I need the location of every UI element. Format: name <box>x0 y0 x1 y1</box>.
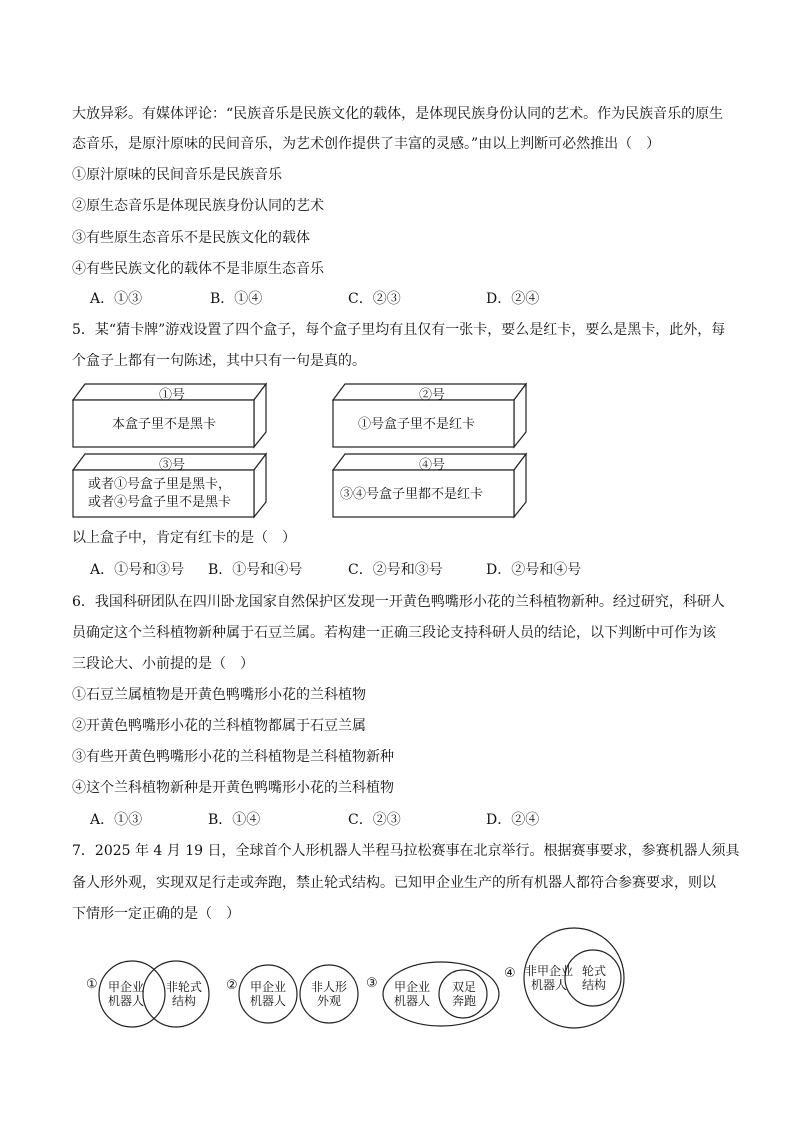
q5-option-d: D．②号和④号 <box>486 562 582 578</box>
box-3-statement-line-2: 或者④号盒子里不是黑卡 <box>88 495 232 510</box>
q4-option-c: C．②③ <box>348 291 401 307</box>
venn-1-set-a-line-1: 甲企业 <box>107 980 144 994</box>
q5-stem-line-2: 个盒子上都有一句陈述，其中只有一句是真的。 <box>72 353 366 369</box>
box-3-statement-line-1: 或者①号盒子里是黑卡， <box>88 477 232 492</box>
venn-4-set-b-line-1: 轮式 <box>581 964 606 978</box>
q6-statement-2: ②开黄色鸭嘴形小花的兰科植物都属于石豆兰属 <box>72 718 366 734</box>
venn-3-set-a-line-2: 机器人 <box>393 994 430 1008</box>
q4-statement-1: ①原汁原味的民间音乐是民族音乐 <box>72 167 282 183</box>
q6-stem-line-2: 员确定这个兰科植物新种属于石豆兰属。若构建一正确三段论支持科研人员的结论，以下判断中可作为该 <box>72 625 716 641</box>
q4-stem-line-1: 大放异彩。有媒体评论：“民族音乐是民族文化的载体，是体现民族身份认同的艺术。作为民族音乐的原生 <box>72 106 724 122</box>
venn-2-set-b-line-2: 外观 <box>316 994 341 1008</box>
venn-3-number: ③ <box>366 976 378 991</box>
box-3-label: ③号 <box>158 458 185 473</box>
q6-stem-line-1: 6．我国科研团队在四川卧龙国家自然保护区发现一开黄色鸭嘴形小花的兰科植物新种。经过研究，科研人 <box>72 594 725 610</box>
venn-1-number: ① <box>86 977 98 992</box>
q4-option-b: B．①④ <box>210 291 263 307</box>
q4-option-a: A．①③ <box>90 291 143 307</box>
q5-stem-line-1: 5．某“猜卡牌”游戏设置了四个盒子，每个盒子里均有且仅有一张卡，要么是红卡，要么是黑卡，此外，每 <box>72 322 726 338</box>
venn-3-set-b-line-2: 奔跑 <box>451 994 476 1008</box>
q6-stem-line-3: 三段论大、小前提的是（ ） <box>72 656 254 672</box>
q5-question: 以上盒子中，肯定有红卡的是（ ） <box>72 530 296 546</box>
venn-2-number: ② <box>226 978 238 993</box>
q6-option-c: C．②③ <box>348 812 401 828</box>
q7-stem-line-2: 备人形外观，实现双足行走或奔跑，禁止轮式结构。已知甲企业生产的所有机器人都符合参赛要求，则以 <box>72 875 716 891</box>
box-2-statement: ①号盒子里不是红卡 <box>358 417 476 432</box>
q4-stem-line-2: 态音乐，是原汁原味的民间音乐，为艺术创作提供了丰富的灵感。”由以上判断可必然推出（ ） <box>72 136 661 152</box>
q5-option-b: B．①号和④号 <box>208 562 303 578</box>
box-1-statement: 本盒子里不是黑卡 <box>112 417 217 432</box>
box-2-label: ②号 <box>418 388 445 403</box>
q4-option-d: D．②④ <box>486 291 540 307</box>
venn-4-set-a <box>524 964 574 992</box>
venn-1-set-b-line-2: 结构 <box>171 994 196 1008</box>
venn-2-set-a <box>246 980 290 1008</box>
venn-4-set-a-line-1: 非甲企业 <box>524 964 573 978</box>
q6-option-b: B．①④ <box>208 812 261 828</box>
box-1 <box>72 382 268 448</box>
venn-1-set-a-line-2: 机器人 <box>107 994 144 1008</box>
venn-diagram-2 <box>226 960 366 1030</box>
venn-4-set-a-line-2: 机器人 <box>530 978 567 992</box>
venn-3-set-a <box>390 980 434 1008</box>
venn-2-set-a-line-2: 机器人 <box>249 994 286 1008</box>
venn-3-set-b-line-1: 双足 <box>451 980 476 994</box>
box-2 <box>332 382 528 448</box>
venn-1-set-b-line-1: 非轮式 <box>165 980 202 994</box>
venn-2-set-b-line-1: 非人形 <box>310 980 347 994</box>
q4-statement-3: ③有些原生态音乐不是民族文化的载体 <box>72 230 310 246</box>
q6-option-a: A．①③ <box>90 812 143 828</box>
venn-3-set-b <box>442 980 486 1008</box>
box-1-label: ①号 <box>158 388 185 403</box>
q5-option-a: A．①号和③号 <box>90 562 185 578</box>
q6-statement-3: ③有些开黄色鸭嘴形小花的兰科植物是兰科植物新种 <box>72 749 394 765</box>
q6-statement-1: ①石豆兰属植物是开黄色鸭嘴形小花的兰科植物 <box>72 687 366 703</box>
q7-stem-line-1: 7．2025 年 4 月 19 日，全球首个人形机器人半程马拉松赛事在北京举行。根据赛事要求，参赛机器人须具 <box>72 843 740 859</box>
venn-4-set-b-line-2: 结构 <box>581 978 606 992</box>
venn-diagram-4 <box>504 932 634 1032</box>
q6-option-d: D．②④ <box>486 812 540 828</box>
venn-2-set-a-line-1: 甲企业 <box>249 980 286 994</box>
q4-statement-4: ④有些民族文化的载体不是非原生态音乐 <box>72 261 324 277</box>
q4-statement-2: ②原生态音乐是体现民族身份认同的艺术 <box>72 198 324 214</box>
venn-4-number: ④ <box>504 966 516 981</box>
q6-statement-4: ④这个兰科植物新种是开黄色鸭嘴形小花的兰科植物 <box>72 780 394 796</box>
venn-1-set-b <box>162 980 206 1008</box>
box-3 <box>72 452 268 518</box>
box-4-label: ④号 <box>418 458 445 473</box>
venn-diagram-1 <box>84 960 214 1030</box>
box-4 <box>332 452 528 518</box>
venn-4-set-b <box>574 964 614 992</box>
q5-option-c: C．②号和③号 <box>348 562 443 578</box>
venn-2-set-b <box>307 980 351 1008</box>
venn-1-set-a <box>104 980 148 1008</box>
venn-3-set-a-line-1: 甲企业 <box>393 980 430 994</box>
q7-stem-line-3: 下情形一定正确的是（ ） <box>72 906 240 922</box>
box-4-statement: ③④号盒子里都不是红卡 <box>340 487 484 502</box>
venn-diagram-3 <box>366 960 506 1030</box>
